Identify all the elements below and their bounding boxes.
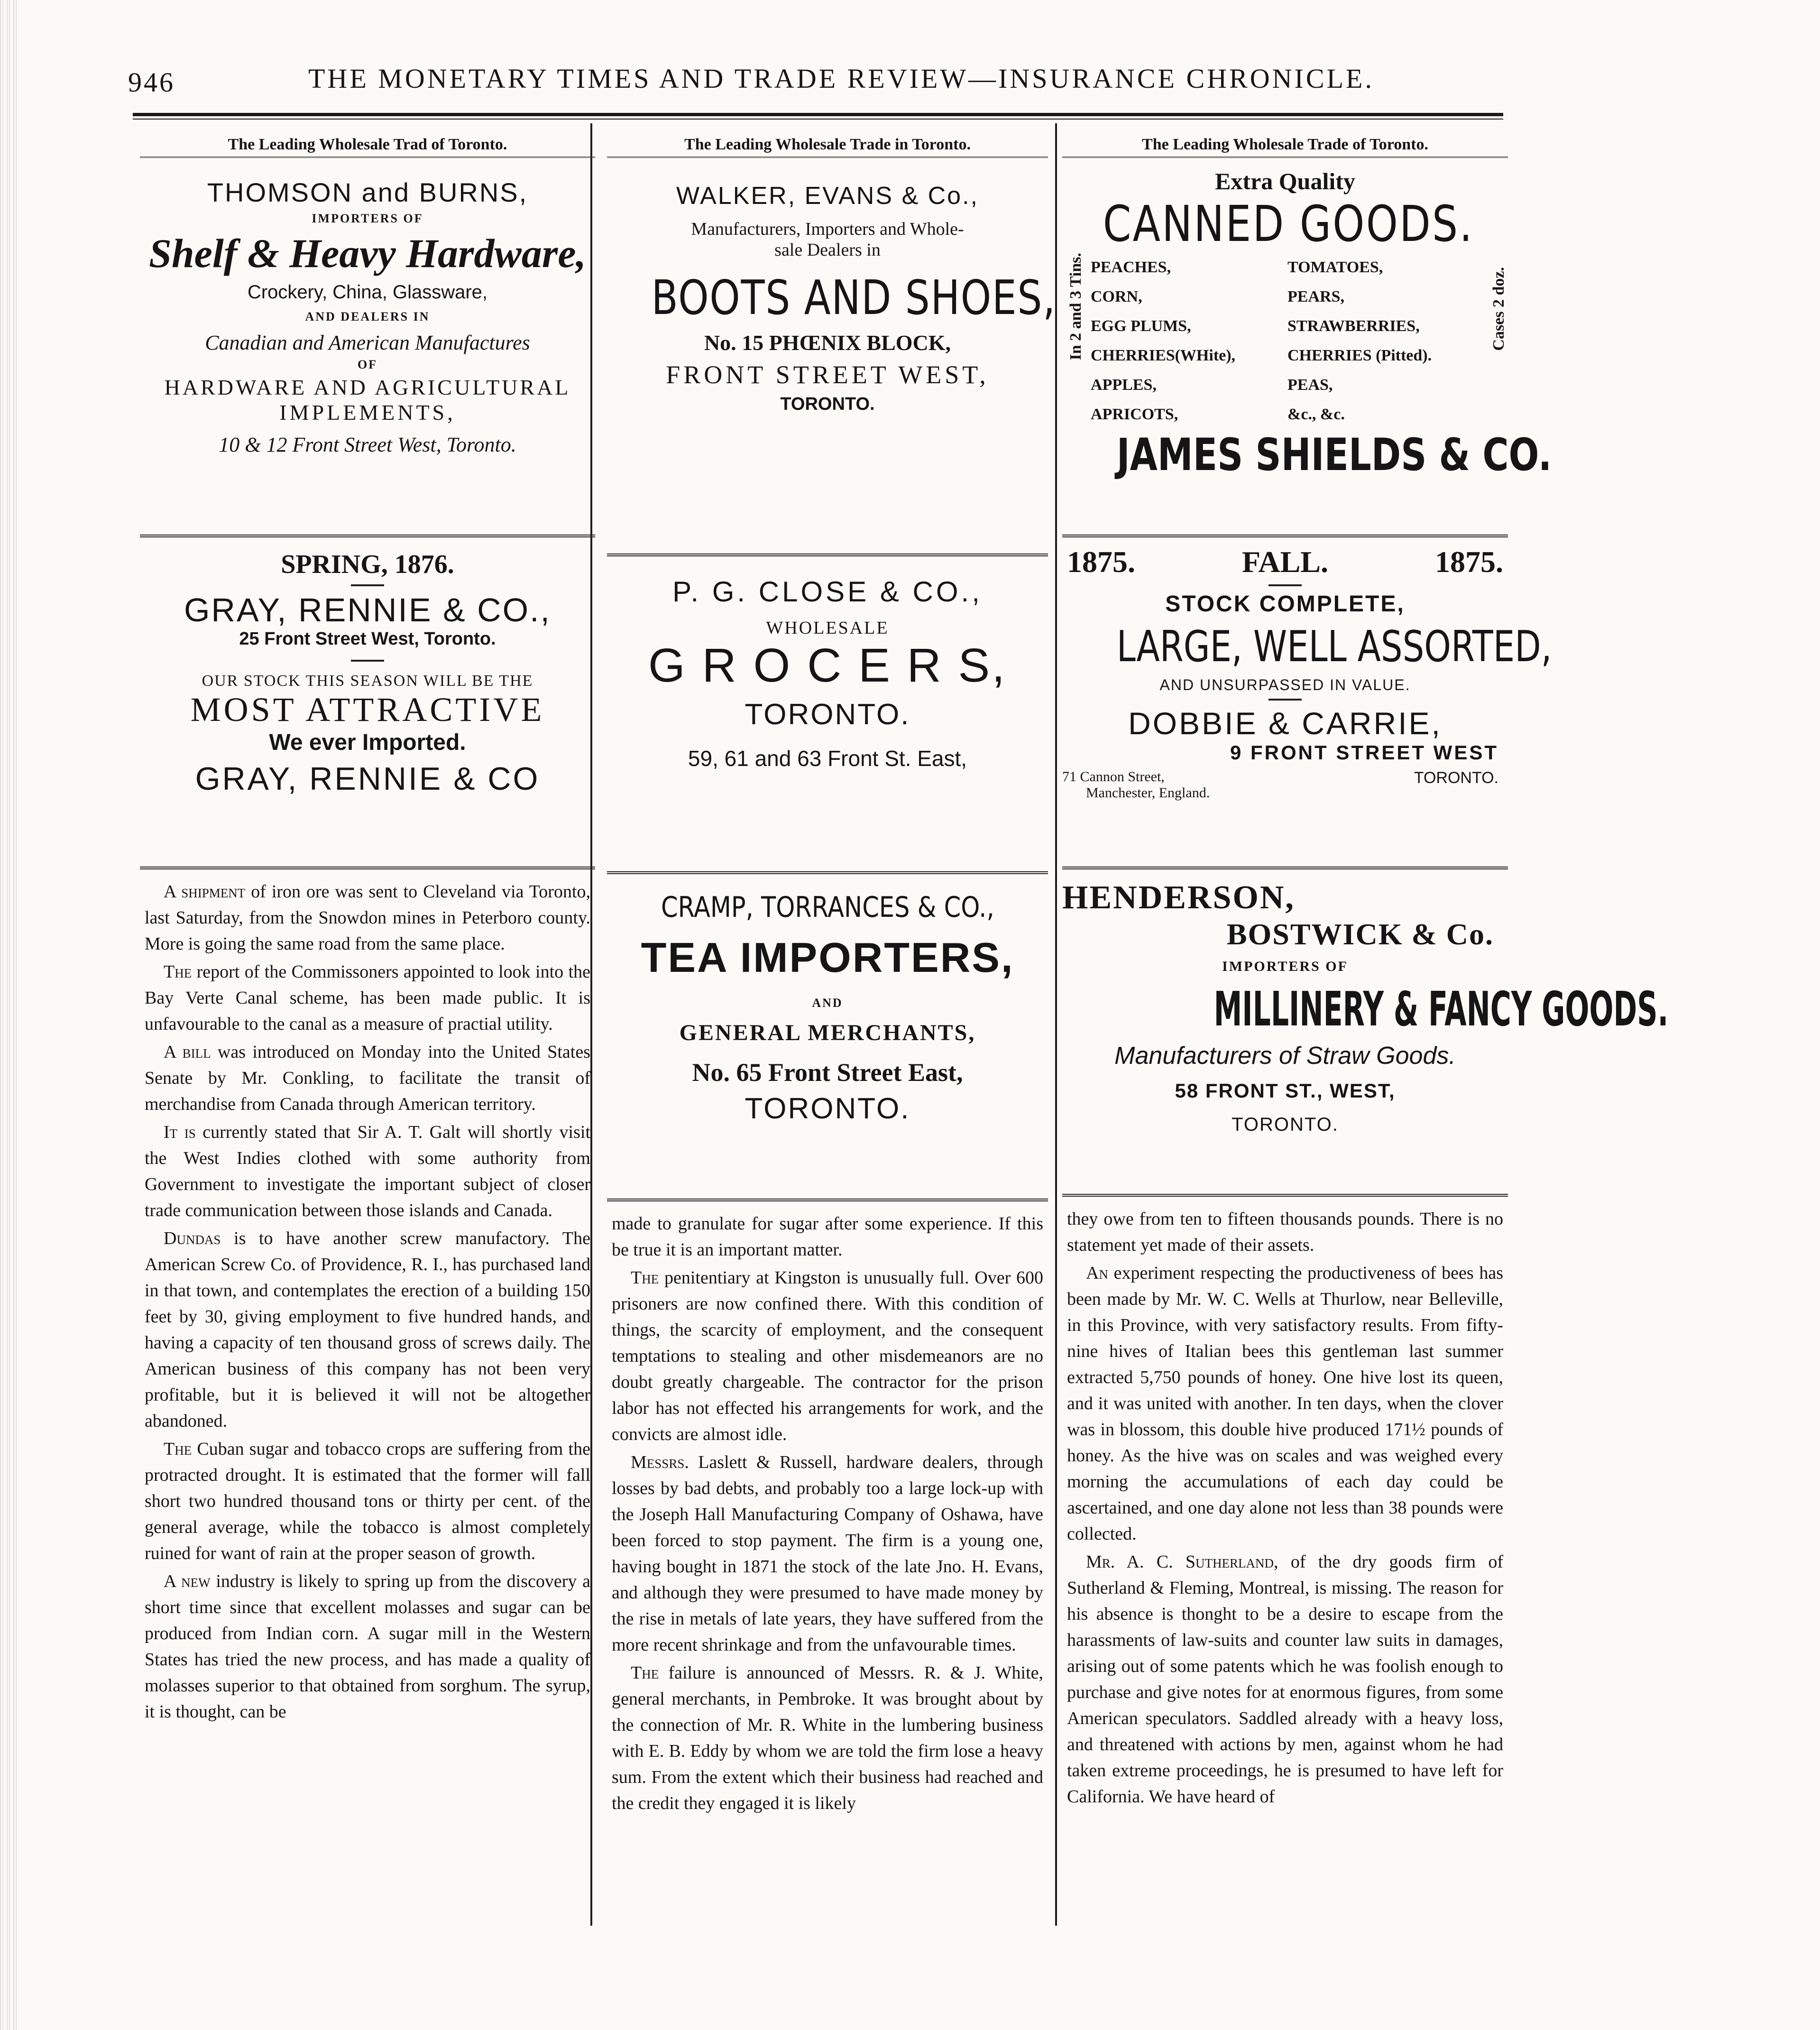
list-item: CHERRIES(WHite), <box>1091 347 1236 364</box>
ad-city: TORONTO. <box>1414 769 1498 787</box>
ad-address: No. 15 PHŒNIX BLOCK, <box>704 331 951 355</box>
article-lead: An <box>1086 1263 1108 1283</box>
ad-address: No. 65 Front Street East, <box>692 1058 963 1087</box>
ad-james-shields <box>1062 158 1552 537</box>
ad-uk-line: Manchester, England. <box>1086 785 1210 801</box>
list-item: PEARS, <box>1287 288 1344 305</box>
ad-line: Manufacturers of Straw Goods. <box>1114 1042 1456 1070</box>
article-text: made to granulate for sugar after some experience. If this be true it is an important matter. <box>612 1214 1043 1260</box>
ad-firm-name: P. G. CLOSE & CO., <box>672 576 983 608</box>
article-paragraph <box>145 1119 590 1224</box>
ad-headline: CANNED GOODS. <box>1103 195 1474 253</box>
ad-line: OUR STOCK THIS SEASON WILL BE THE <box>202 672 533 690</box>
ad-subline: OF <box>357 358 378 371</box>
list-item: APPLES, <box>1091 376 1157 394</box>
article-paragraph <box>145 1436 590 1567</box>
ad-line: AND UNSURPASSED IN VALUE. <box>1159 676 1411 693</box>
list-item: APRICOTS, <box>1091 406 1178 423</box>
header-rule <box>133 113 1503 116</box>
article-text: Laslett & Russell, hardware dealers, through losses by bad debts, and probably too a large lock-up with the Joseph Hall Manufacturing Company of Oshawa, have been forced to stop payment. The firm is a young one, having bought in 1871 the stock of the late Jno. H. Evans, and although they were presumed to have made money by the rise in metals of late years, they have suffered from the more recent shrinkage and from the unfavourable times. <box>612 1452 1043 1655</box>
ad-city: TORONTO. <box>1232 1114 1339 1135</box>
list-item: CHERRIES (Pitted). <box>1287 347 1432 364</box>
ad-firm-name: CRAMP, TORRANCES & CO., <box>661 891 994 924</box>
ad-line: HARDWARE AND AGRICULTURAL <box>164 375 571 399</box>
ad-thomson-burns <box>140 158 595 537</box>
article-lead: A new <box>164 1571 211 1591</box>
list-item: PEAS, <box>1287 376 1333 394</box>
article-column-2 <box>607 1201 1048 1817</box>
ad-headline: TEA IMPORTERS, <box>641 934 1014 981</box>
ad-headline: G R O C E R S, <box>648 639 1007 692</box>
scanned-binding-edge <box>0 0 20 2030</box>
ad-uk-line: 71 Cannon Street, <box>1062 769 1165 784</box>
article-paragraph <box>612 1265 1043 1448</box>
ad-line: IMPLEMENTS, <box>279 400 456 424</box>
ad-firm-name: GRAY, RENNIE & CO., <box>184 591 552 628</box>
ad-headline: Shelf & Heavy Hardware, <box>148 231 587 276</box>
article-paragraph <box>145 1039 590 1117</box>
ad-dobbie-carrie <box>1062 537 1552 869</box>
article-paragraph <box>1067 1260 1503 1547</box>
article-text: they owe from ten to fifteen thousands pounds. There is no statement yet made of their assets. <box>1067 1209 1503 1255</box>
ad-cramp-torrances <box>607 874 1048 1201</box>
ad-firm-name: BOSTWICK & Co. <box>1226 917 1494 951</box>
ad-subline: IMPORTERS OF <box>312 212 423 225</box>
column-heading: The Leading Wholesale Trade of Toronto. <box>1062 123 1508 158</box>
article-lead: Mr. A. C. Sutherland, <box>1086 1552 1278 1572</box>
article-lead: It is <box>164 1122 196 1142</box>
article-paragraph <box>612 1449 1043 1658</box>
article-text: of the dry goods firm of Sutherland & Fleming, Montreal, is missing. The reason for his absence is thonght to be a desire to escape from the harassments of law-suits and counter law suits in damages, arising out of some patents which he was foolish enough to purchase and give notes for at enormous figures, from some American speculators. Saddled already with a heavy loss, and threatened with actions by men, against whom he had taken extreme proceedings, he is presumed to have left for California. We have heard of <box>1067 1552 1503 1807</box>
ad-headline: BOOTS AND SHOES, <box>651 270 1056 325</box>
column-2 <box>607 123 1056 1818</box>
article-lead: A bill <box>164 1042 211 1062</box>
ad-address: 25 Front Street West, Toronto. <box>239 629 496 649</box>
ad-line: Crockery, China, Glassware, <box>247 282 488 303</box>
ad-headline: LARGE, WELL ASSORTED, <box>1116 622 1552 672</box>
article-paragraph <box>1067 1206 1503 1258</box>
ad-firm-name: JAMES SHIELDS & CO. <box>1116 429 1552 481</box>
ad-subline: IMPORTERS OF <box>1222 959 1348 974</box>
article-text: is to have another screw manufactory. The American Screw Co. of Providence, R. I., has purchased land in that town, and contemplates the erection of a building 150 feet by 30, giving employment to five hundred hands, and having a capacity of ten thousand gross of screws daily. The American business of this company has not been very profitable, but it is believed it will not be altogether abandoned. <box>145 1228 590 1431</box>
ad-city: TORONTO. <box>780 394 875 414</box>
ad-line: sale Dealers in <box>774 240 881 260</box>
article-paragraph <box>145 1226 590 1434</box>
publication-title: THE MONETARY TIMES AND TRADE REVIEW—INSURANCE CHRONICLE. <box>308 63 1374 94</box>
column-heading: The Leading Wholesale Trad of Toronto. <box>140 123 595 158</box>
column-3 <box>1062 123 1669 1812</box>
list-item: &c., &c. <box>1287 406 1345 423</box>
article-lead: The <box>631 1663 659 1683</box>
article-paragraph <box>1067 1549 1503 1810</box>
ad-uk-address <box>1062 769 1210 801</box>
ad-firm-name: WALKER, EVANS & Co., <box>676 182 979 210</box>
article-text: Cuban sugar and tobacco crops are suffering from the protracted drought. It is estimated that the former will fall short two hundred thousand tons or thirty per cent. of the general average, while the tobacco is almost completely ruined for want of rain at the proper season of growth. <box>145 1439 590 1563</box>
ad-season: SPRING, 1876. <box>281 550 454 579</box>
article-lead: A shipment <box>164 882 246 902</box>
article-lead: The <box>631 1268 659 1288</box>
ad-address: 58 FRONT ST., WEST, <box>1175 1080 1396 1102</box>
article-text: penitentiary at Kingston is unusually full. Over 600 prisoners are now confined there. With this condition of things, the scarcity of employment, and the consequent temptations to stealing and other misdemeanors are no doubt greatly chargeable. The contractor for the prison labor has not effected his arrangements for work, and the convicts are almost idle. <box>612 1268 1043 1444</box>
list-item: EGG PLUMS, <box>1091 317 1191 335</box>
ad-subline: AND <box>812 996 843 1010</box>
article-lead: The <box>164 1439 192 1459</box>
ad-firm-name: HENDERSON, <box>1062 879 1295 916</box>
article-lead: Messrs. <box>631 1452 689 1472</box>
ad-city: TORONTO. <box>745 698 910 731</box>
ad-gray-rennie <box>140 537 595 869</box>
column-heading: The Leading Wholesale Trade in Toronto. <box>607 123 1048 158</box>
ad-year: 1875. <box>1067 545 1135 579</box>
ad-firm-name: DOBBIE & CARRIE, <box>1128 706 1442 741</box>
ad-close-grocers <box>607 556 1048 874</box>
list-item: CORN, <box>1091 288 1142 305</box>
ad-line: WHOLESALE <box>766 618 889 638</box>
ad-headline: MILLINERY & FANCY GOODS. <box>1213 981 1669 1037</box>
article-text: report of the Commissoners appointed to look into the Bay Verte Canal scheme, has been made public. It is unfavourable to the canal as a measure of practial utility. <box>145 962 590 1034</box>
ad-line: STOCK COMPLETE, <box>1165 591 1405 617</box>
column-divider <box>1055 123 1057 1926</box>
article-text: was introduced on Monday into the United States Senate by Mr. Conkling, to facilitate the transit of merchandise from Canada through American territory. <box>145 1042 590 1114</box>
ad-year: 1875. <box>1435 545 1503 579</box>
ad-line: We ever Imported. <box>269 730 466 755</box>
article-text: industry is likely to spring up from the discovery a short time since that excellent molasses and sugar can be produced from Indian corn. A sugar mill in the Western States has tried the new process, and has made a quality of molasses superior to that obtained from sorghum. The syrup, it is thought, can be <box>145 1571 590 1722</box>
list-item: PEACHES, <box>1091 258 1171 276</box>
ad-address: 10 & 12 Front Street West, Toronto. <box>219 433 516 456</box>
article-lead: The <box>164 962 192 982</box>
page-number: 946 <box>128 67 175 98</box>
article-paragraph <box>145 959 590 1037</box>
divider-dash <box>1268 699 1302 701</box>
ad-subline: Extra Quality <box>1215 168 1355 194</box>
list-item: STRAWBERRIES, <box>1287 317 1420 335</box>
ad-address: 59, 61 and 63 Front St. East, <box>688 746 967 771</box>
ad-location-row <box>1062 764 1508 801</box>
ad-side-note: In 2 and 3 Tins. <box>1067 253 1085 360</box>
article-paragraph <box>612 1660 1043 1817</box>
ad-side-note: Cases 2 doz. <box>1490 267 1507 351</box>
article-paragraph <box>612 1211 1043 1263</box>
running-header <box>128 56 1494 108</box>
ad-address: FRONT STREET WEST, <box>666 360 989 389</box>
article-column-3 <box>1062 1197 1508 1810</box>
ad-season: FALL. <box>1242 545 1328 579</box>
article-text: of iron ore was sent to Cleveland via Toronto, last Saturday, from the Snowdon mines in Peterboro county. More is going the same road from the same place. <box>145 882 590 954</box>
article-text: failure is announced of Messrs. R. & J. White, general merchants, in Pembroke. It was brought about by the connection of Mr. R. White in the lumbering business with E. B. Eddy by whom we are told the firm lose a heavy sum. From the extent which their business had reached and the credit they engaged it is likely <box>612 1663 1043 1813</box>
ad-headline: MOST ATTRACTIVE <box>190 691 545 729</box>
canned-goods-list <box>1062 253 1508 429</box>
ad-subline: AND DEALERS IN <box>305 310 430 323</box>
article-text: experiment respecting the productiveness of bees has been made by Mr. W. C. Wells at Thurlow, near Belleville, in this Province, with very satisfactory results. From fifty-nine hives of Italian bees this gentleman last summer extracted 5,750 pounds of honey. One hive lost its queen, and it was united with another. In ten days, when the clover was in blossom, this double hive produced 171½ pounds of honey. As the hive was on scales and was weighed every morning the accumulations of each day could be ascertained, and one day alone not less than 38 pounds were collected. <box>1067 1263 1503 1544</box>
ad-henderson-bostwick <box>1062 869 1669 1197</box>
header-rule-thin <box>133 119 1503 120</box>
ad-firm-name: THOMSON and BURNS, <box>207 177 528 207</box>
divider-dash <box>351 584 384 586</box>
ad-address: 9 FRONT STREET WEST <box>1230 741 1498 764</box>
ad-season-row <box>1062 544 1508 580</box>
divider-dash <box>351 660 384 662</box>
list-item: TOMATOES, <box>1287 258 1383 276</box>
ad-walker-evans <box>607 158 1056 556</box>
divider-dash <box>1268 584 1302 586</box>
article-lead: Dundas <box>164 1228 221 1248</box>
article-paragraph <box>145 1569 590 1725</box>
ad-line: Manufacturers, Importers and Whole- <box>691 219 964 239</box>
article-column-1 <box>140 869 595 1725</box>
ad-signature: GRAY, RENNIE & CO <box>195 761 540 797</box>
column-1 <box>140 123 595 1727</box>
ad-line: Canadian and American Manufactures <box>205 331 530 354</box>
ad-city: TORONTO. <box>745 1092 910 1125</box>
ad-line: GENERAL MERCHANTS, <box>679 1020 976 1045</box>
article-paragraph <box>145 879 590 957</box>
article-text: currently stated that Sir A. T. Galt will shortly visit the West Indies clothed with some authority from Government to investigate the important subject of closer trade communication between those islands and Canada. <box>145 1122 591 1220</box>
